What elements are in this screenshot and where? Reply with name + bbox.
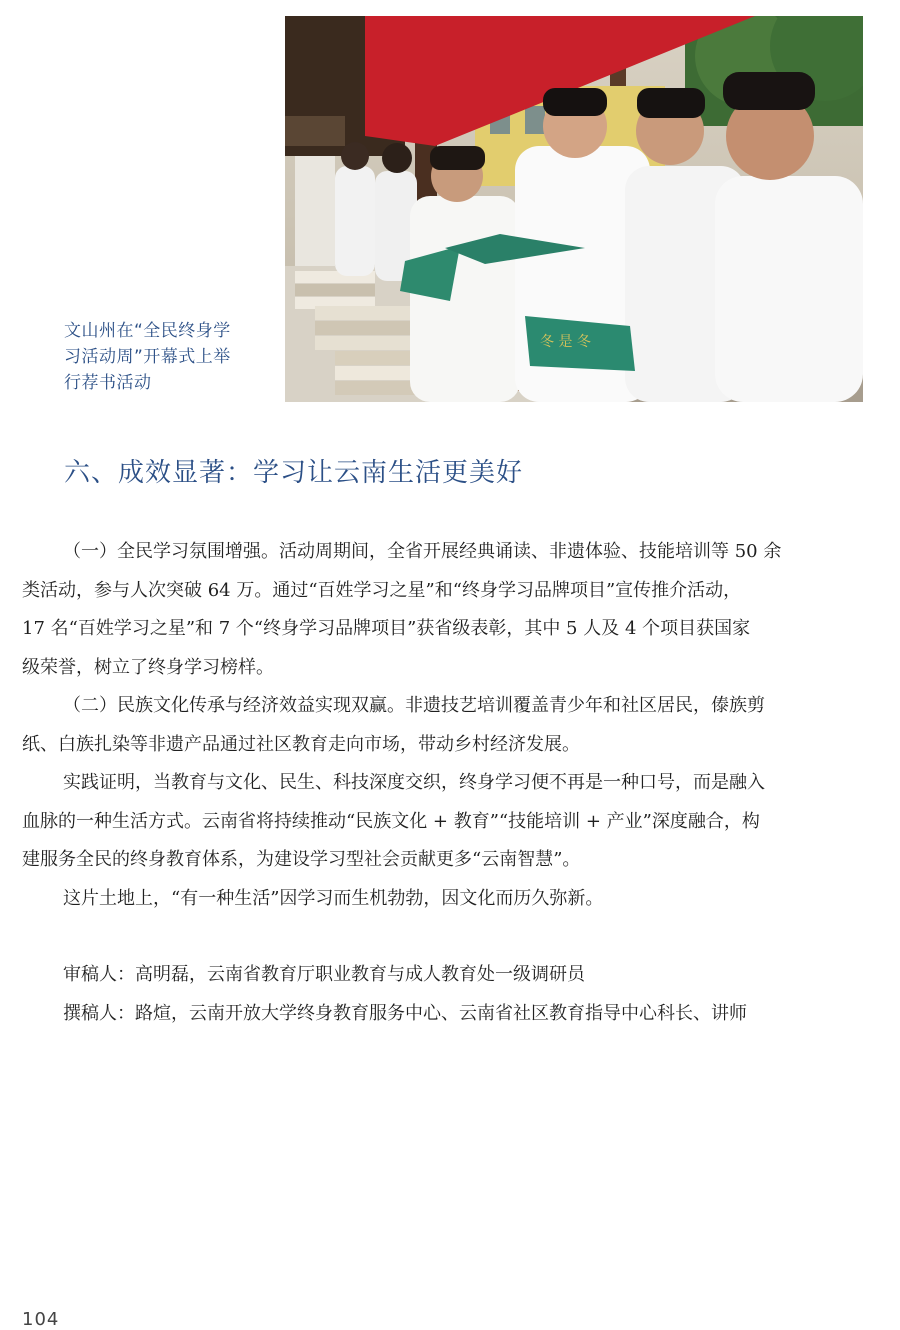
paragraph-line [22,649,864,688]
paragraph-line [22,841,864,880]
caption-line: 文山州在“全民终身学 [64,321,231,341]
paragraph-line [22,687,864,726]
paragraph-line-text: 这片土地上，“有一种生活”因学习而生机勃勃，因文化而历久弥新。 [63,887,604,909]
paragraph-line [22,610,864,649]
event-photo [285,16,863,402]
paragraph-line [22,533,864,572]
photo-illustration [285,16,863,402]
svg-text:冬 是 冬: 冬 是 冬 [540,334,591,350]
paragraph-line-text: 级荣誉，树立了终身学习榜样。 [22,656,274,678]
paragraph-line-text: 纸、白族扎染等非遗产品通过社区教育走向市场，带动乡村经济发展。 [22,733,580,755]
paragraph-line-text: 17 名“百姓学习之星”和 7 个“终身学习品牌项目”获省级表彰，其中 5 人及 4 个项目获国家 [22,618,751,639]
section-title: 六、成效显著：学习让云南生活更美好 [64,458,524,488]
paragraph-line [22,803,864,842]
reviewer-credit: 审稿人：高明磊，云南省教育厅职业教育与成人教育处一级调研员 [63,964,585,985]
body-text [22,533,864,918]
paragraph-line-text: （一）全民学习氛围增强。活动周期间，全省开展经典诵读、非遗体验、技能培训等 50 余 [63,541,782,562]
paragraph-line-text: 建服务全民的终身教育体系，为建设学习型社会贡献更多“云南智慧”。 [22,849,581,870]
page-number: 104 [22,1309,60,1330]
paragraph-line-text: 类活动，参与人次突破 64 万。通过“百姓学习之星”和“终身学习品牌项目”宣传推介活动， [22,579,742,601]
paragraph-line-text: 血脉的一种生活方式。云南省将持续推动“民族文化 + 教育”“技能培训 + 产业”深度融合，构 [22,810,760,832]
paragraph-line [22,726,864,765]
caption-line: 习活动周”开幕式上举 [64,347,231,367]
paragraph-line-text: 实践证明，当教育与文化、民生、科技深度交织，终身学习便不再是一种口号，而是融入 [63,772,765,793]
paragraph-line [22,880,864,919]
author-credit: 撰稿人：路煊，云南开放大学终身教育服务中心、云南省社区教育指导中心科长、讲师 [63,1003,747,1024]
caption-line: 行荐书活动 [64,373,152,393]
paragraph-line [22,764,864,803]
paragraph-line-text: （二）民族文化传承与经济效益实现双赢。非遗技艺培训覆盖青少年和社区居民，傣族剪 [63,695,765,716]
paragraph-line [22,572,864,611]
photo-caption [64,318,274,396]
